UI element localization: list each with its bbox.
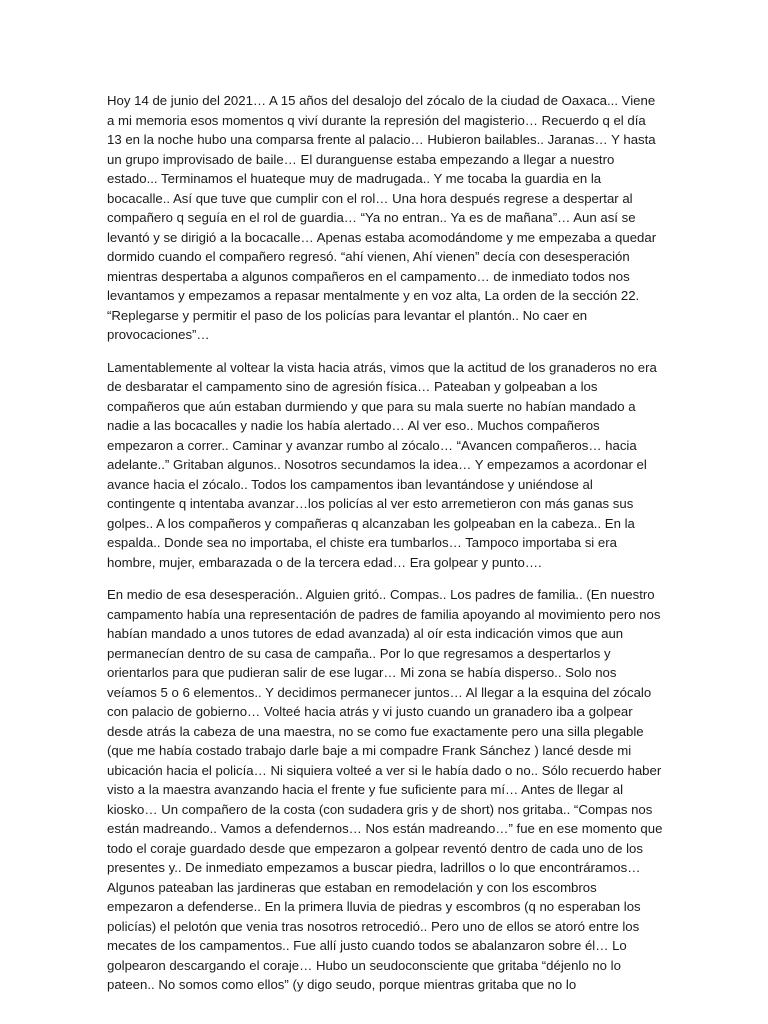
paragraph-1: Hoy 14 de junio del 2021… A 15 años del desalojo del zócalo de la ciudad de Oaxaca... Viene a mi memoria esos momentos q viví durante la represión del magisterio… Recuerdo q el día 13 en la noche hubo una comparsa frente al palacio… Hubieron bailables.. Jaranas… Y hasta un grupo improvisado de baile… El duranguense estaba empezando a llegar a nuestro estado... Terminamos el huateque muy de madrugada.. Y me tocaba la guardia en la bocacalle.. Así que tuve que cumplir con el rol… Una hora después regrese a despertar al compañero q seguía en el rol de guardia… “Ya no entran.. Ya es de mañana”… Aun así se levantó y se dirigió a la bocacalle… Apenas estaba acomodándome y me empezaba a quedar dormido cuando el compañero regresó. “ahí vienen, Ahí vienen” decía con desesperación mientras despertaba a algunos compañeros en el campamento… de inmediato todos nos levantamos y empezamos a repasar mentalmente y en voz alta, La orden de la sección 22. “Replegarse y permitir el paso de los policías para levantar el plantón.. No caer en provocaciones”…	[107, 93, 657, 342]
document-page	[107, 91, 663, 1008]
paragraph-2: Lamentablemente al voltear la vista hacia atrás, vimos que la actitud de los granaderos no era de desbaratar el campamento sino de agresión física… Pateaban y golpeaban a los compañeros que aún estaban durmiendo y que para su mala suerte no habían mandado a nadie a las bocacalles y nadie los había alertado… Al ver eso.. Muchos compañeros empezaron a correr.. Caminar y avanzar rumbo al zócalo… “Avancen compañeros… hacia adelante..” Gritaban algunos.. Nosotros secundamos la idea… Y empezamos a acordonar el avance hacia el zócalo.. Todos los campamentos iban levantándose y uniéndose al contingente q intentaba avanzar…los policías al ver esto arremetieron con más ganas sus golpes.. A los compañeros y compañeras q alcanzaban les golpeaban en la cabeza.. En la espalda.. Donde sea no importaba, el chiste era tumbarlos… Tampoco importaba si era hombre, mujer, embarazada o de la tercera edad… Era golpear y punto….	[107, 359, 657, 570]
paragraph-3: En medio de esa desesperación.. Alguien gritó.. Compas.. Los padres de familia.. (En nuestro campamento había una representación de padres de familia apoyando al movimiento pero nos habían mandado a unos tutores de edad avanzada) al oír esta indicación vimos que aun permanecían dentro de su casa de campaña.. Por lo que regresamos a despertarlos y orientarlos para que pudieran salir de ese lugar… Mi zona se había disperso.. Solo nos veíamos 5 o 6 elementos.. Y decidimos permanecer juntos… Al llegar a la esquina del zócalo con palacio de gobierno… Volteé hacia atrás y vi justo cuando un granadero iba a golpear desde atrás la cabeza de una maestra, no se como fue exactamente pero una silla plegable (que me había costado trabajo darle baje a mi compadre Frank Sánchez ) lancé desde mi ubicación hacia el policía… Ni siquiera volteé a ver si le había dado o no.. Sólo recuerdo haber visto a la maestra avanzando hacia el frente y fue suficiente para mí… Antes de llegar al kiosko… Un compañero de la costa (con sudadera gris y de short) nos gritaba.. “Compas nos están madreando.. Vamos a defendernos… Nos están madreando…” fue en ese momento que todo el coraje guardado desde que empezaron a golpear reventó dentro de cada uno de los presentes y.. De inmediato empezamos a buscar piedra, ladrillos o lo que encontráramos… Algunos pateaban las jardineras que estaban en remodelación y con los escombros empezaron a defenderse.. En la primera lluvia de piedras y escombros (q no esperaban los policías) el pelotón que venia tras nosotros retrocedió.. Pero uno de ellos se atoró entre los mecates de los campamentos.. Fue allí justo cuando todos se abalanzaron sobre él… Lo golpearon descargando el coraje… Hubo un seudoconsciente que gritaba “déjenlo no lo pateen.. No somos como ellos” (y digo seudo, porque mientras gritaba que no lo	[107, 587, 663, 992]
